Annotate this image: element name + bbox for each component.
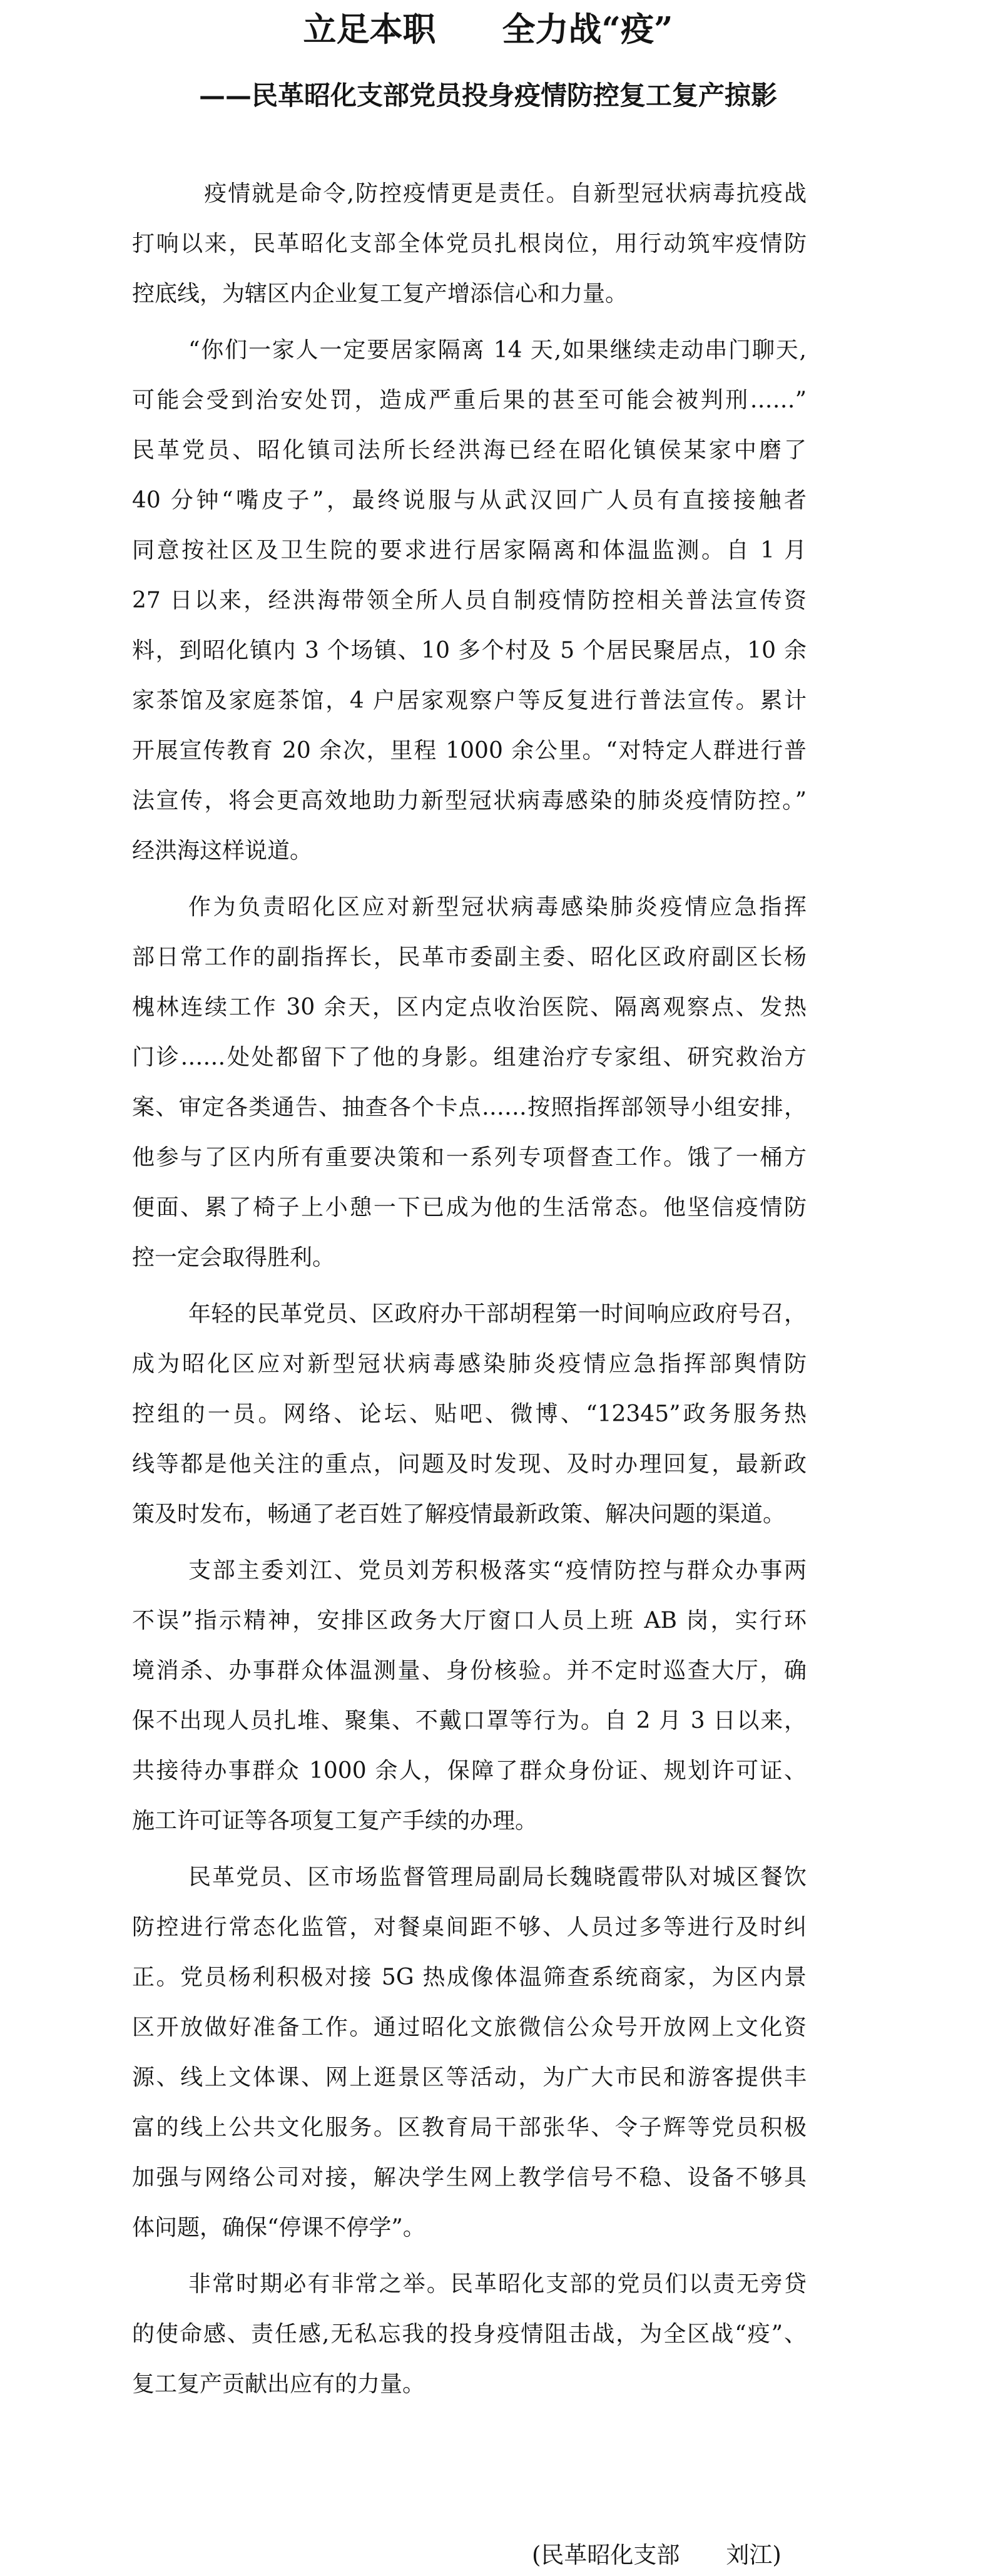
paragraph-line: 共接待办事群众 1000 余人，保障了群众身份证、规划许可证、 [132, 1758, 807, 1784]
paragraph-line: 境消杀、办事群众体温测量、身份核验。并不定时巡查大厅，确 [132, 1658, 807, 1684]
paragraph-line: 区开放做好准备工作。通过昭化文旅微信公众号开放网上文化资 [132, 2015, 807, 2040]
paragraph-line: 料，到昭化镇内 3 个场镇、10 多个村及 5 个居民聚居点，10 余 [132, 638, 807, 663]
paragraph-line: 便面、累了椅子上小憩一下已成为他的生活常态。他坚信疫情防 [132, 1195, 807, 1220]
paragraph-line: 防控进行常态化监管，对餐桌间距不够、人员过多等进行及时纠 [132, 1914, 807, 1940]
article-body [132, 169, 807, 2416]
article-subtitle: ——民革昭化支部党员投身疫情防控复工复产掠影 [198, 80, 777, 111]
paragraph-line: 保不出现人员扎堆、聚集、不戴口罩等行为。自 2 月 3 日以来， [132, 1708, 807, 1734]
paragraph-line: 民革党员、区市场监督管理局副局长魏晓霞带队对城区餐饮 [188, 1864, 807, 1890]
paragraph-line: 不误”指示精神，安排区政务大厅窗口人员上班 AB 岗，实行环 [132, 1608, 807, 1633]
article-title: 立足本职 全力战“疫” [303, 10, 673, 49]
paragraph-line: 体问题，确保“停课不停学”。 [132, 2215, 425, 2241]
author-signature: (民革昭化支部 刘江) [532, 2542, 782, 2568]
paragraph-line: 27 日以来，经洪海带领全所人员自制疫情防控相关普法宣传资 [132, 588, 807, 613]
paragraph-line: 开展宣传教育 20 余次，里程 1000 余公里。“对特定人群进行普 [132, 738, 807, 764]
paragraph-line: 法宣传，将会更高效地助力新型冠状病毒感染的肺炎疫情防控。” [132, 788, 807, 814]
paragraph-line: 控底线，为辖区内企业复工复产增添信心和力量。 [132, 281, 628, 307]
paragraph-line: 打响以来，民革昭化支部全体党员扎根岗位，用行动筑牢疫情防 [132, 231, 807, 257]
paragraph-line: 控一定会取得胜利。 [132, 1245, 335, 1270]
paragraph-line: 作为负责昭化区应对新型冠状病毒感染肺炎疫情应急指挥 [188, 894, 807, 920]
paragraph-line: 控组的一员。网络、论坛、贴吧、微博、“12345”政务服务热 [132, 1401, 807, 1427]
paragraph-4 [132, 1289, 807, 1540]
paragraph-line: 源、线上文体课、网上逛景区等活动，为广大市民和游客提供丰 [132, 2065, 807, 2090]
paragraph-line: 非常时期必有非常之举。民革昭化支部的党员们以责无旁贷 [188, 2271, 807, 2297]
paragraph-3 [132, 882, 807, 1283]
paragraph-2 [132, 325, 807, 876]
paragraph-line: 门诊……处处都留下了他的身影。组建治疗专家组、研究救治方 [132, 1045, 807, 1070]
paragraph-line: 40 分钟“嘴皮子”，最终说服与从武汉回广人员有直接接触者 [132, 488, 807, 513]
paragraph-line: 加强与网络公司对接，解决学生网上教学信号不稳、设备不够具 [132, 2165, 807, 2190]
paragraph-line: 成为昭化区应对新型冠状病毒感染肺炎疫情应急指挥部舆情防 [132, 1351, 807, 1377]
paragraph-line: 同意按社区及卫生院的要求进行居家隔离和体温监测。自 1 月 [132, 538, 807, 563]
paragraph-line: 的使命感、责任感,无私忘我的投身疫情阻击战，为全区战“疫”、 [132, 2321, 807, 2347]
paragraph-line: 他参与了区内所有重要决策和一系列专项督查工作。饿了一桶方 [132, 1145, 807, 1170]
paragraph-1 [132, 169, 807, 319]
paragraph-6 [132, 1853, 807, 2253]
paragraph-line: 线等都是他关注的重点，问题及时发现、及时办理回复，最新政 [132, 1451, 807, 1477]
paragraph-line: 富的线上公共文化服务。区教育局干部张华、令子辉等党员积极 [132, 2115, 807, 2140]
paragraph-line: 经洪海这样说道。 [132, 838, 313, 864]
paragraph-line: 部日常工作的副指挥长，民革市委副主委、昭化区政府副区长杨 [132, 944, 807, 970]
paragraph-line: 疫情就是命令,防控疫情更是责任。自新型冠状病毒抗疫战 [204, 181, 807, 207]
paragraph-line: 年轻的民革党员、区政府办干部胡程第一时间响应政府号召， [188, 1301, 807, 1327]
paragraph-line: 施工许可证等各项复工复产手续的办理。 [132, 1808, 538, 1834]
paragraph-7 [132, 2259, 807, 2410]
paragraph-line: 家茶馆及家庭茶馆，4 户居家观察户等反复进行普法宣传。累计 [132, 688, 807, 713]
paragraph-line: 复工复产贡献出应有的力量。 [132, 2371, 425, 2397]
paragraph-line: 案、审定各类通告、抽查各个卡点……按照指挥部领导小组安排， [132, 1095, 807, 1120]
paragraph-line: 策及时发布，畅通了老百姓了解疫情最新政策、解决问题的渠道。 [132, 1501, 786, 1527]
paragraph-line: 正。党员杨利积极对接 5G 热成像体温筛查系统商家，为区内景 [132, 1965, 807, 1990]
paragraph-line: 支部主委刘江、党员刘芳积极落实“疫情防控与群众办事两 [188, 1558, 807, 1583]
paragraph-5 [132, 1546, 807, 1846]
paragraph-line: 民革党员、昭化镇司法所长经洪海已经在昭化镇侯某家中磨了 [132, 437, 807, 463]
paragraph-line: 可能会受到治安处罚，造成严重后果的甚至可能会被判刑……” [132, 387, 807, 413]
paragraph-line: “你们一家人一定要居家隔离 14 天,如果继续走动串门聊天, [188, 337, 807, 363]
paragraph-line: 槐林连续工作 30 余天，区内定点收治医院、隔离观察点、发热 [132, 994, 807, 1020]
